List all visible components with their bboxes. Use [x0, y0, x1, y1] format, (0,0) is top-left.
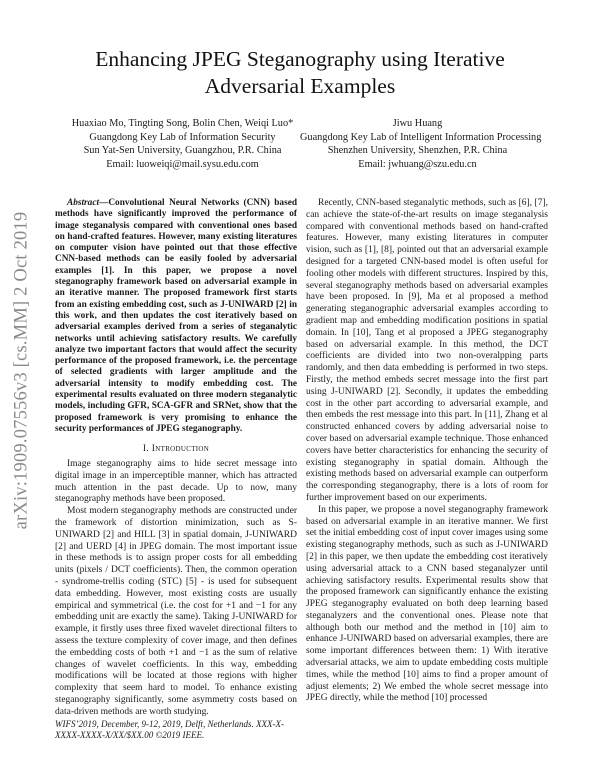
arxiv-identifier: arXiv:1909.07556v3 [cs.MM] 2 Oct 2019 [11, 211, 32, 529]
arxiv-identifier-stamp [10, 160, 34, 580]
author-block-left [60, 117, 305, 171]
conference-footnote: WIFS’2019, December, 9-12, 2019, Delft, Netherlands. XXX-X-XXXX-XXXX-X/XX/$XX.00 ©2019 IEEE. [55, 718, 284, 740]
author-university: Shenzhen University, Shenzhen, P.R. China [327, 145, 508, 157]
author-email: Email: jwhuang@szu.edu.cn [358, 158, 477, 170]
author-block-right [300, 117, 542, 171]
body-paragraph-2: In this paper, we propose a novel steganography framework based on adversarial example in an iterative manner. We first set the initial embedding cost of input cover images using some existing steganography methods, such as such as J-UNIWARD [2] in this paper, we then update the embedding cost iteratively using adversarial attack to a CNN based steganalyzer until achieving satisfactory results. Experimental results show that the proposed framework can significantly enhance the existing JPEG steganography evaluated on both deep learning based steganalyzers and the conventional ones. Please note that although both our method and the method in [10] aim to enhance J-UNIWARD based on adversarial examples, there are some important differences between them: 1) With iterative adversarial attacks, we aim to update embedding costs multiple times, while the method [10] aims to find a proper amount of adjust elements; 2) We embed the whole secret message into JPEG directly, while the method [10] processed [306, 504, 548, 704]
author-names: Jiwu Huang [392, 118, 443, 129]
intro-paragraph-2: Most modern steganography methods are constructed under the framework of distortion minimization, such as S-UNIWARD [2] and HILL [3] in spatial domain, J-UNIWARD [2] and UERD [4] in JPEG domain. The most important issue in these methods is to assign proper costs for all embedding units (pixels / DCT coefficients). Then, the common operation - syndrome-trellis coding (STC) [5] - is used for subsequent data embedding. However, most existing costs are usually empirical and symmetrical (i.e. the cost for +1 and −1 for any embedding unit are exactly the same). Taking J-UNIWARD for example, it firstly uses three fixed wavelet directional filters to assess the texture complexity of cover image, and then defines the embedding costs of both +1 and −1 as the sum of relative changes of wavelet coefficients. In this way, embedding modifications will be located at those regions with higher complexity that seem hard to model. To enhance existing steganography significantly, some asymmetry costs based on data-driven methods are worth studying. [55, 506, 297, 717]
author-university: Sun Yat-Sen University, Guangzhou, P.R. China [83, 145, 282, 157]
abstract-lead: Abstract [67, 198, 100, 208]
abstract-text: —Convolutional Neural Networks (CNN) based methods have significantly improved the performance of image steganalysis compared with conventional ones based on hand-crafted features. However, many existing literatures on computer vision have pointed out that those effective CNN-based methods can be easily fooled by adversarial examples [1]. In this paper, we propose a novel steganography framework based on adversarial example in an iterative manner. The proposed framework first starts from an existing embedding cost, such as J-UNIWARD [2] in this work, and then updates the cost iteratively based on adversarial examples derived from a series of steganalytic networks until achieving satisfactory results. We carefully analyze two important factors that would affect the security performance of the proposed framework, i.e. the percentage of selected gradients with larger amplitude and the adversarial intensity to modify embedding cost. The experimental results evaluated on three modern steganalytic models, including GFR, SCA-GFR and SRNet, show that the proposed framework is very promising to enhance the security performances of JPEG steganography. [55, 198, 297, 434]
section-heading-introduction: I. Introduction [142, 443, 210, 455]
author-affiliation: Guangdong Key Lab of Information Security [89, 131, 276, 143]
author-names: Huaxiao Mo, Tingting Song, Bolin Chen, Weiqi Luo* [71, 118, 294, 129]
author-affiliation: Guangdong Key Lab of Intelligent Information Processing [300, 131, 542, 143]
author-email: Email: luoweiqi@mail.sysu.edu.com [106, 158, 259, 170]
paper-title: Enhancing JPEG Steganography using Iterative Adversarial Examples [95, 47, 505, 98]
right-column [306, 198, 548, 705]
left-column [55, 198, 297, 741]
intro-paragraph-1: Image steganography aims to hide secret message into digital image in an imperceptible manner, which has attracted much attention in the past decade. Up to now, many steganography methods have been proposed. [55, 459, 297, 505]
abstract [55, 198, 297, 435]
body-paragraph-1: Recently, CNN-based steganalytic methods, such as [6], [7], can achieve the state-of-the-art results on image steganalysis compared with conventional methods based on hand-crafted features. However, many existing literatures in computer vision, such as [1], [8], pointed out that an adversarial example designed for a targeted CNN-based model is often useful for fooling other models with different structures. Inspired by this, several steganography methods based on adversarial examples have been proposed. In [9], Ma et al proposed a method generating steganographic adversarial examples according to gradient map and embedding modification positions in spatial domain. In [10], Tang et al proposed a JPEG steganography based on adversarial example. In this method, the DCT coefficients are divided into two non-overalpping parts randomly, and then data embedding is performed in two steps. Firstly, the method embeds secret message into the first part using J-UNIWARD [2]. Secondly, it updates the embedding cost in the other part according to adversarial example, and then embeds the rest message into this part. In [11], Zhang et al constructed enhanced covers by adding adversarial noise to cover based on adversarial example technique. Those enhanced covers have better characteristics for enhancing the security of existing steganography in spatial domain. Although the existing methods based on adversarial example can outperform the corresponding steganography, there is a lots of room for further improvement based on our experiments. [306, 198, 548, 503]
